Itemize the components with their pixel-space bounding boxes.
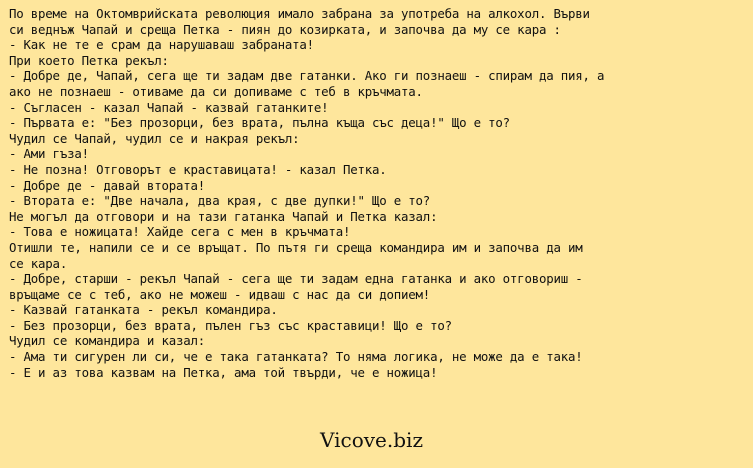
story-line: - Ами гъза! bbox=[9, 146, 89, 162]
story-line: връщаме се с теб, ако не можеш - идваш с нас да си допием! bbox=[9, 286, 431, 302]
story-line: - Това е ножицата! Хайде сега с мен в кръчмата! bbox=[9, 224, 351, 240]
story-line: - Добре, старши - рекъл Чапай - сега ще ти задам една гатанка и ако отговориш - bbox=[9, 271, 583, 287]
story-line: - Съгласен - казал Чапай - казвай гатанките! bbox=[9, 99, 329, 115]
story-line: - Първата е: "Без прозорци, без врата, пълна къща със деца!" Що е то? bbox=[9, 115, 510, 131]
story-line: - Добре де, Чапай, сега ще ти задам две гатанки. Ако ги познаеш - спирам да пия, а bbox=[9, 68, 605, 84]
story-line: - Без прозорци, без врата, пълен гъз със краставици! Що е то? bbox=[9, 317, 452, 333]
story-line: - Казвай гатанката - рекъл командира. bbox=[9, 302, 278, 318]
site-brand: Vicove.biz bbox=[320, 428, 423, 452]
story-line: си веднъж Чапай и среща Петка - пиян до козирката, и започва да му се кара : bbox=[9, 21, 561, 37]
story-line: - Не позна! Отговорът е краставицата! - казал Петка. bbox=[9, 161, 387, 177]
story-line: - Добре де - давай втората! bbox=[9, 177, 206, 193]
story-line: При което Петка рекъл: bbox=[9, 52, 169, 68]
story-line: По време на Октомврийската революция имало забрана за употреба на алкохол. Върви bbox=[9, 6, 590, 21]
story-line: се кара. bbox=[9, 255, 68, 271]
story-line: Чудил се командира и казал: bbox=[9, 333, 206, 349]
story-line: - Как не те е срам да нарушаваш забраната! bbox=[9, 37, 314, 53]
story-line: Не могъл да отговори и на тази гатанка Чапай и Петка казал: bbox=[9, 208, 438, 224]
story-line: Отишли те, напили се и се връщат. По пътя ги среща командира им и започва да им bbox=[9, 239, 583, 255]
story-line: - Втората е: "Две начала, два края, с две дупки!" Що е то? bbox=[9, 193, 431, 209]
story-line: - Ама ти сигурен ли си, че е така гатанката? То няма логика, не може да е така! bbox=[9, 349, 583, 365]
joke-text bbox=[9, 6, 749, 380]
story-line: ако не познаеш - отиваме да си допиваме с теб в кръчмата. bbox=[9, 83, 423, 99]
story-line: - Е и аз това казвам на Петка, ама той твърди, че е ножица! bbox=[9, 364, 438, 380]
story-line: Чудил се Чапай, чудил се и накрая рекъл: bbox=[9, 130, 300, 146]
